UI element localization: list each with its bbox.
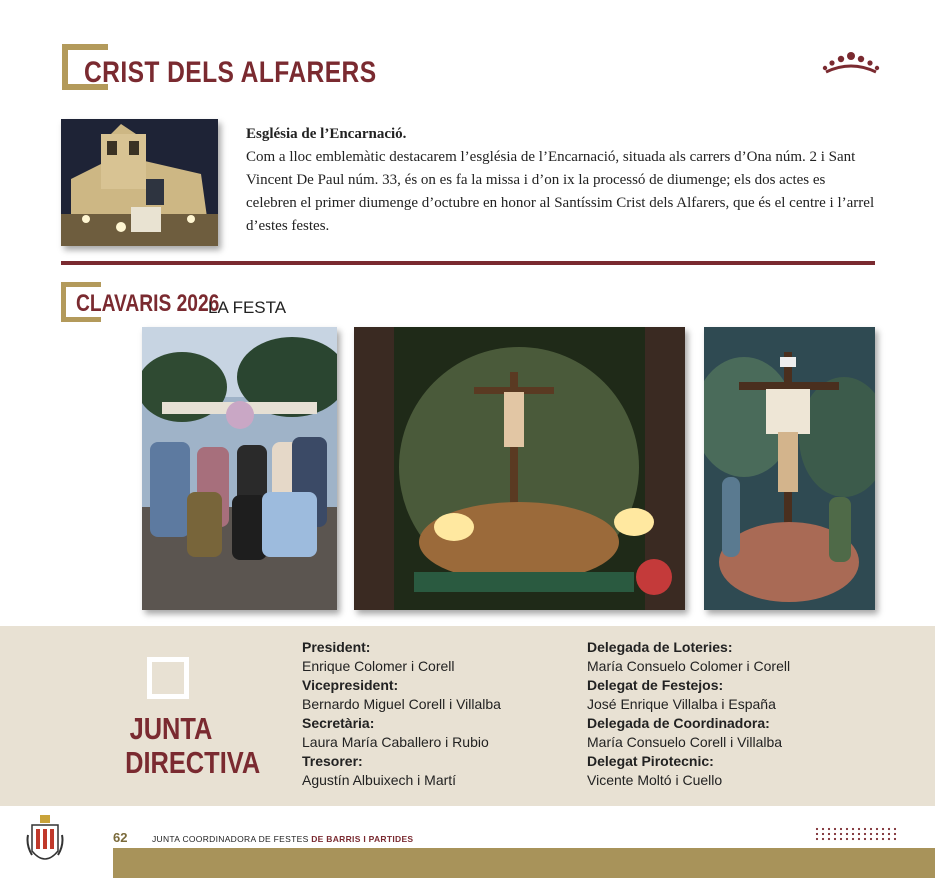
- title-frame-top-end: [96, 44, 108, 50]
- member-name: Enrique Colomer i Corell: [302, 658, 455, 674]
- crucifix-photo: [704, 327, 875, 610]
- junta-title-line2: DIRECTIVA: [125, 745, 261, 780]
- junta-title: [125, 711, 261, 780]
- role-label: Tresorer:: [302, 753, 363, 769]
- intro-text: [246, 123, 876, 238]
- junta-frame: [147, 657, 189, 699]
- footer-text: [152, 834, 413, 844]
- role-label: Delegat Pirotecnic:: [587, 753, 714, 769]
- junta-left-column: [302, 638, 501, 790]
- church-photo: [61, 119, 218, 246]
- member-name: Laura María Caballero i Rubio: [302, 734, 489, 750]
- role-label: Vicepresident:: [302, 677, 399, 693]
- role-label: Delegada de Loteries:: [587, 639, 733, 655]
- member-name: José Enrique Villalba i España: [587, 696, 776, 712]
- section-subtitle: LA FESTA: [208, 298, 287, 317]
- footer-highlight: DE BARRIS I PARTIDES: [311, 834, 414, 844]
- section-frame-top-end: [88, 282, 101, 287]
- intro-heading: Església de l’Encarnació.: [246, 126, 407, 142]
- section-divider: [61, 261, 875, 265]
- page-number: 62: [113, 830, 128, 845]
- dot-pattern-icon: [815, 826, 899, 842]
- member-name: Agustín Albuixech i Martí: [302, 772, 457, 788]
- footer-prefix: JUNTA COORDINADORA DE FESTES: [152, 834, 309, 844]
- role-label: Secretària:: [302, 715, 375, 731]
- member-name: María Consuelo Corell i Villalba: [587, 734, 783, 750]
- group-photo: [142, 327, 337, 610]
- crucifix-scene-photo: [354, 327, 685, 610]
- role-label: Delegada de Coordinadora:: [587, 715, 770, 731]
- role-label: President:: [302, 639, 371, 655]
- member-name: María Consuelo Colomer i Corell: [587, 658, 791, 674]
- junta-title-line1: JUNTA: [129, 711, 213, 746]
- crown-icon: [822, 50, 880, 76]
- member-name: Vicente Moltó i Cuello: [587, 772, 723, 788]
- section-title: CLAVARIS 2026: [76, 290, 220, 317]
- junta-right-column: [587, 638, 790, 790]
- page-title: CRIST DELS ALFARERS: [84, 56, 377, 89]
- member-name: Bernardo Miguel Corell i Villalba: [302, 696, 501, 712]
- role-label: Delegat de Festejos:: [587, 677, 724, 693]
- coat-of-arms-icon: [26, 815, 64, 869]
- footer-bar: [113, 848, 935, 878]
- intro-body: Com a lloc emblemàtic destacarem l’església de l’Encarnació, situada als carrers d’Ona núm. 2 i Sant Vincent De Paul núm. 33, és on es fa la missa i d’on ix la processó de diumenge; els dos actes es celebren el primer diumenge d’octubre en honor al Santíssim Crist dels Alfarers, que és el centre i l’arrel d’estes festes.: [246, 149, 875, 234]
